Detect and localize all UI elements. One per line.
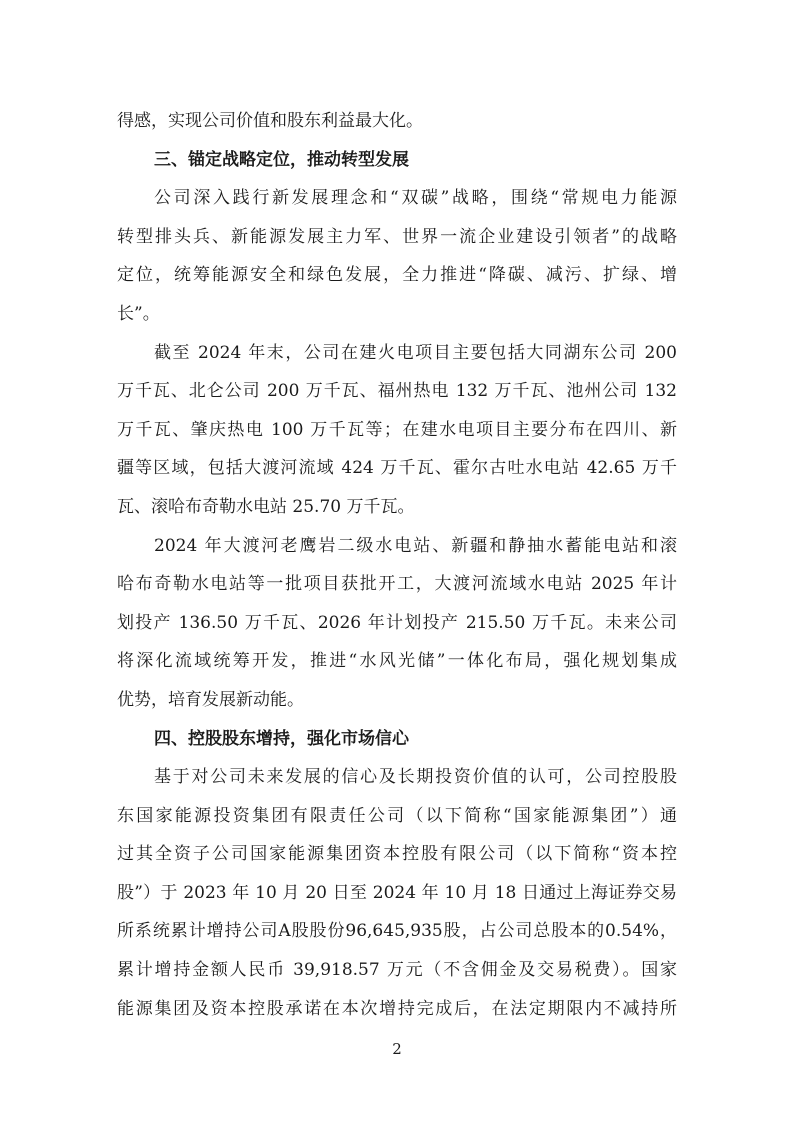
page-number: 2 — [392, 1040, 402, 1058]
paragraph-line: 基于对公司未来发展的信心及长期投资价值的认可，公司控股股 — [154, 767, 677, 788]
paragraph-line: 瓦、滚哈布奇勒水电站 25.70 万千瓦。 — [117, 496, 415, 517]
paragraph-line: 能源集团及资本控股承诺在本次增持完成后，在法定期限内不减持所 — [117, 998, 677, 1019]
document-body — [117, 102, 677, 1028]
paragraph-line: 公司深入践行新发展理念和“双碳”战略，围绕“常规电力能源 — [154, 188, 677, 209]
paragraph-line: 得感，实现公司价值和股东利益最大化。 — [117, 111, 423, 131]
paragraph-line: 过其全资子公司国家能源集团资本控股有限公司（以下简称“资本控 — [117, 844, 677, 865]
paragraph-line: 所系统累计增持公司A股股份96,645,935股，占公司总股本的0.54%， — [117, 921, 677, 942]
section-heading: 三、锚定战略定位，推动转型发展 — [154, 149, 409, 170]
paragraph-line: 万千瓦、肇庆热电 100 万千瓦等；在建水电项目主要分布在四川、新 — [117, 419, 677, 440]
paragraph-line: 划投产 136.50 万千瓦、2026 年计划投产 215.50 万千瓦。未来公司 — [117, 612, 677, 633]
paragraph-line: 疆等区域，包括大渡河流域 424 万千瓦、霍尔古吐水电站 42.65 万千 — [117, 458, 677, 479]
paragraph-line: 长”。 — [117, 303, 160, 324]
section-heading: 四、控股股东增持，强化市场信心 — [154, 728, 409, 749]
paragraph-line: 万千瓦、北仑公司 200 万千瓦、福州热电 132 万千瓦、池州公司 132 — [117, 381, 677, 402]
paragraph-line: 转型排头兵、新能源发展主力军、世界一流企业建设引领者”的战略 — [117, 226, 677, 247]
paragraph-line: 将深化流域统筹开发，推进“水风光储”一体化布局，强化规划集成 — [117, 651, 677, 672]
paragraph-line: 累计增持金额人民币 39,918.57 万元（不含佣金及交易税费）。国家 — [117, 960, 677, 981]
paragraph-line: 截至 2024 年末，公司在建火电项目主要包括大同湖东公司 200 — [154, 342, 677, 363]
paragraph-line: 股”）于 2023 年 10 月 20 日至 2024 年 10 月 18 日通过上海证券交易 — [117, 882, 677, 903]
paragraph-line: 2024 年大渡河老鹰岩二级水电站、新疆和静抽水蓄能电站和滚 — [154, 535, 677, 556]
paragraph-line: 东国家能源投资集团有限责任公司（以下简称“国家能源集团”）通 — [117, 805, 677, 826]
paragraph-line: 哈布奇勒水电站等一批项目获批开工，大渡河流域水电站 2025 年计 — [117, 574, 677, 595]
paragraph-line: 定位，统筹能源安全和绿色发展，全力推进“降碳、减污、扩绿、增 — [117, 265, 677, 286]
paragraph-line: 优势，培育发展新动能。 — [117, 689, 304, 710]
